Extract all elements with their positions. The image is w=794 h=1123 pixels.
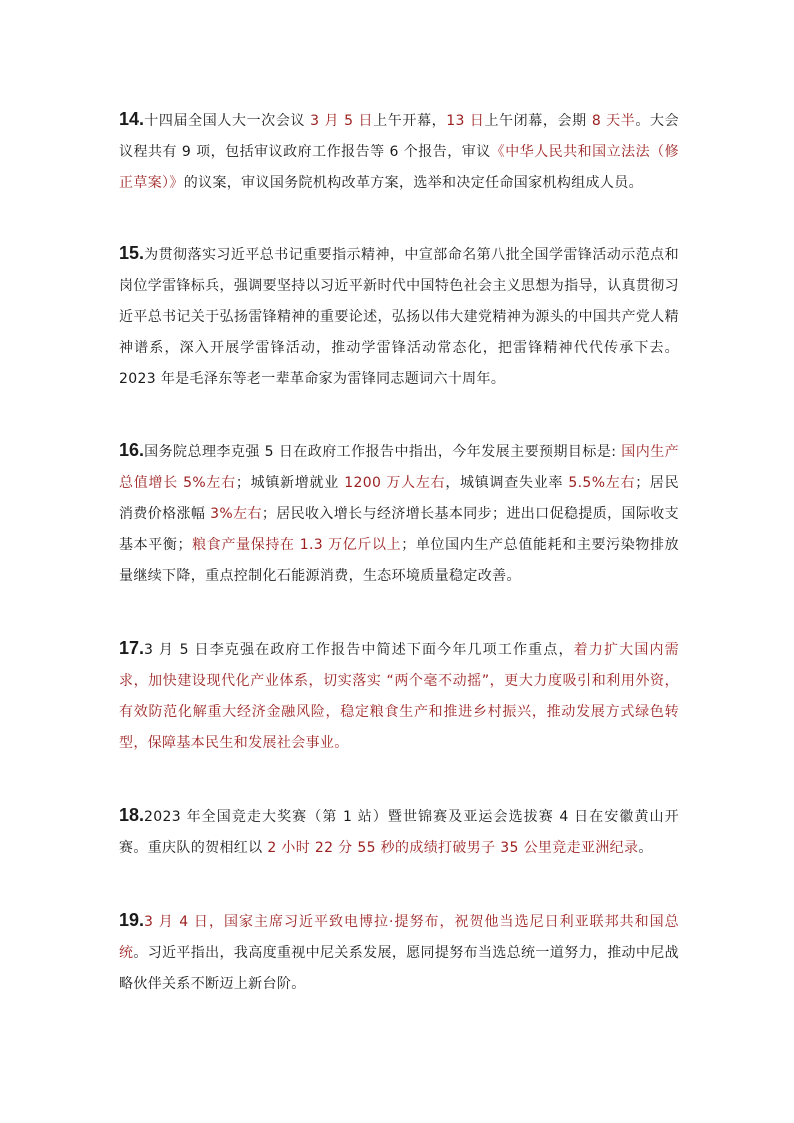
news-item-14: [119, 104, 679, 199]
item-text-segment: ；城镇新增就业: [235, 475, 345, 491]
item-text-segment: 1200 万人左右: [344, 475, 446, 491]
item-number: 19.: [119, 910, 145, 930]
item-text-segment: ；居民收入增长与经济增长基本同步；进出口促稳提质，国际收支基本平衡；: [119, 506, 679, 553]
item-text-segment: 着力扩大国内需求，加快建设现代化产业体系，切实落实 “两个毫不动摇”，更大力度吸引和利用外资，有效防范化解重大经济金融风险，稳定粮食生产和推进乡村振兴，推动发展方式绿色转型，保障基本民生和发展社会事业。: [119, 642, 680, 751]
item-text-segment: 3 月 5 日: [310, 113, 374, 129]
item-text-segment: 《中华人民共和国立法法（修正草案）》: [119, 144, 679, 191]
item-text-segment: 3 月 4 日，国家主席习近平致电博拉·提努布，祝贺他当选尼日利亚联邦共和国总统: [119, 914, 679, 961]
item-text-segment: 。大会议程共有 9 项，包括审议政府工作报告等 6 个报告，审议: [119, 113, 679, 160]
news-item-18: [119, 800, 679, 864]
item-text-segment: 2 小时 22 分 55 秒的成绩打破男子 35 公里竞走亚洲纪录: [267, 840, 639, 856]
item-number: 14.: [119, 109, 145, 129]
item-number: 15.: [119, 243, 145, 263]
item-number: 17.: [119, 638, 145, 658]
item-text-segment: ；居民消费价格涨幅: [119, 475, 680, 522]
item-text-segment: 。: [638, 840, 653, 856]
item-text-segment: 3%左右: [210, 506, 262, 522]
item-text-segment: 5.5%左右: [568, 475, 636, 491]
item-text-segment: 为贯彻落实习近平总书记重要指示精神，中宣部命名第八批全国学雷锋活动示范点和岗位学雷锋标兵，强调要坚持以习近平新时代中国特色社会主义思想为指导，认真贯彻习近平总书记关于弘扬雷锋精神的重要论述，弘扬以伟大建党精神为源头的中国共产党人精神谱系，深入开展学雷锋活动，推动学雷锋活动常态化，把雷锋精神代代传承下去。2023 年是毛泽东等老一辈革命家为雷锋同志题词六十周年。: [119, 247, 679, 387]
item-text-segment: 的议案，审议国务院机构改革方案，选举和决定任命国家机构组成人员。: [183, 175, 643, 191]
item-text-segment: 1.3 万亿斤以上: [299, 537, 402, 553]
item-text-segment: 。习近平指出，我高度重视中尼关系发展，愿同提努布当选总统一道努力，推动中尼战略伙伴关系不断迈上新台阶。: [119, 945, 679, 992]
item-text-segment: 国内生产总值增长 5%左右: [119, 444, 679, 491]
item-text-segment: 2023 年全国竞走大奖赛（第 1 站）暨世锦赛及亚运会选拔赛 4 日在安徽黄山开赛。重庆队的贺相红以: [119, 809, 679, 856]
item-text-segment: 国务院总理李克强 5 日在政府工作报告中指出，今年发展主要预期目标是:: [144, 444, 622, 460]
news-item-16: [119, 435, 679, 592]
news-item-19: [119, 905, 679, 1000]
item-number: 16.: [119, 440, 145, 460]
news-item-15: [119, 238, 679, 395]
item-text-segment: ；单位国内生产总值能耗和主要污染物排放量继续下降，重点控制化石能源消费，生态环境质量稳定改善。: [119, 537, 679, 584]
item-number: 18.: [119, 805, 145, 825]
item-text-segment: 3 月 5 日李克强在政府工作报告中简述下面今年几项工作重点，: [144, 642, 574, 658]
item-text-segment: 十四届全国人大一次会议: [144, 113, 311, 129]
item-text-segment: 上午开幕，: [373, 113, 447, 129]
item-text-segment: 粮食产量保持在: [191, 537, 300, 553]
item-text-segment: ，城镇调查失业率: [445, 475, 569, 491]
item-text-segment: 13 日: [446, 113, 485, 129]
item-text-segment: 8 天半: [591, 113, 636, 129]
news-item-17: [119, 633, 679, 759]
item-text-segment: 上午闭幕，会期: [484, 113, 592, 129]
